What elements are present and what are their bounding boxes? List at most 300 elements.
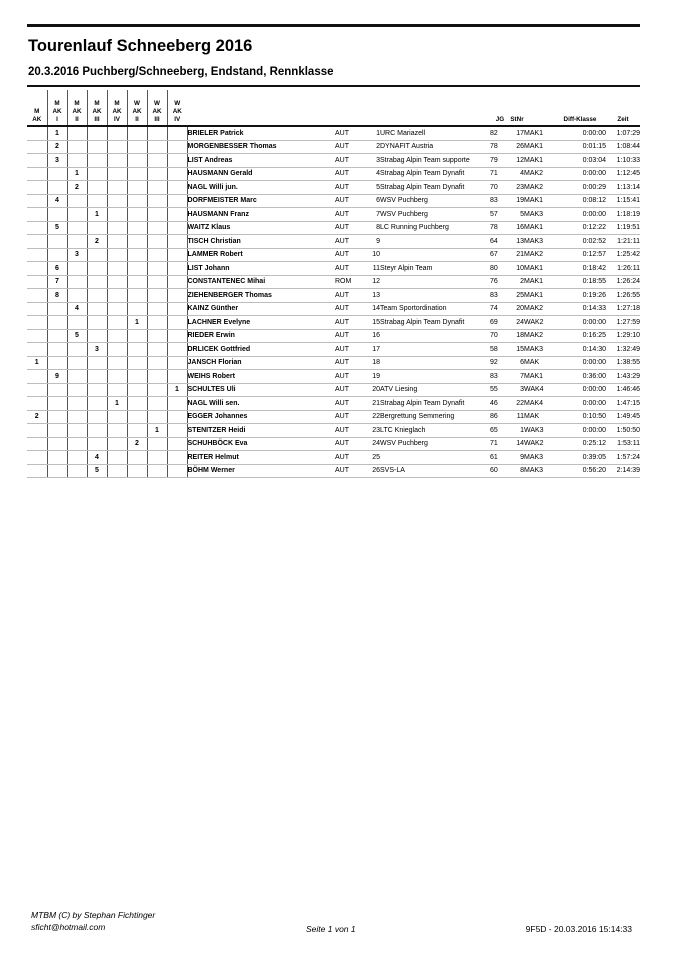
class-cell: MAK1: [524, 289, 554, 303]
category-rank-cell: 4: [47, 194, 67, 208]
category-rank-cell: [27, 167, 47, 181]
category-rank-cell: [127, 181, 147, 195]
class-diff-cell: 0:00:29: [554, 181, 606, 195]
category-rank-cell: [27, 397, 47, 411]
class-diff-cell: 0:08:12: [554, 194, 606, 208]
club-cell: LTC Knieglach: [380, 424, 490, 438]
time-cell: 1:32:49: [606, 343, 640, 357]
category-rank-cell: [67, 370, 87, 384]
category-rank-cell: [107, 383, 127, 397]
category-rank-cell: [107, 437, 127, 451]
start-number-cell: 4: [361, 167, 380, 181]
bib-number-cell: 12: [510, 154, 524, 168]
start-number-cell: 5: [361, 181, 380, 195]
table-row: [27, 126, 640, 140]
category-rank-cell: [107, 316, 127, 330]
club-cell: Strabag Alpin Team supporte: [380, 154, 490, 168]
category-rank-cell: [147, 194, 167, 208]
category-rank-cell: [87, 302, 107, 316]
name-cell: LIST Andreas: [187, 154, 335, 168]
category-rank-cell: [147, 464, 167, 478]
birth-year-cell: 71: [490, 437, 510, 451]
results-table: [27, 90, 640, 478]
start-number-cell: 20: [361, 383, 380, 397]
class-diff-cell: 0:36:00: [554, 370, 606, 384]
page-title: Tourenlauf Schneeberg 2016: [28, 37, 253, 55]
time-cell: 1:53:11: [606, 437, 640, 451]
start-number-cell: 26: [361, 464, 380, 478]
category-rank-cell: [167, 275, 187, 289]
table-row: [27, 194, 640, 208]
category-rank-cell: [47, 424, 67, 438]
name-cell: STENITZER Heidi: [187, 424, 335, 438]
name-cell: BRIELER Patrick: [187, 126, 335, 140]
category-rank-cell: 1: [67, 167, 87, 181]
table-row: [27, 302, 640, 316]
category-rank-cell: [147, 208, 167, 222]
category-rank-cell: [87, 275, 107, 289]
category-rank-cell: [147, 302, 167, 316]
club-cell: Team Sportordination: [380, 302, 490, 316]
bib-number-cell: 17: [510, 126, 524, 140]
category-rank-cell: 8: [47, 289, 67, 303]
category-rank-cell: [167, 262, 187, 276]
bib-number-cell: 4: [510, 167, 524, 181]
category-rank-cell: [87, 383, 107, 397]
class-cell: MAK2: [524, 181, 554, 195]
class-cell: MAK1: [524, 154, 554, 168]
header-category-line: M: [94, 100, 100, 107]
category-rank-cell: [147, 316, 167, 330]
nation-cell: AUT: [335, 194, 361, 208]
category-rank-cell: [167, 289, 187, 303]
category-rank-cell: [27, 208, 47, 222]
birth-year-cell: 76: [490, 275, 510, 289]
time-cell: 1:27:59: [606, 316, 640, 330]
table-row: [27, 397, 640, 411]
category-rank-cell: [87, 248, 107, 262]
class-diff-cell: 0:16:25: [554, 329, 606, 343]
name-cell: LACHNER Evelyne: [187, 316, 335, 330]
category-rank-cell: [67, 464, 87, 478]
table-row: [27, 356, 640, 370]
footer-credit-line2: sficht@hotmail.com: [31, 922, 106, 932]
category-rank-cell: [127, 248, 147, 262]
birth-year-cell: 69: [490, 316, 510, 330]
category-rank-cell: [107, 262, 127, 276]
category-rank-cell: [167, 397, 187, 411]
nation-cell: AUT: [335, 262, 361, 276]
subtitle-rule: [27, 85, 640, 87]
category-rank-cell: 3: [87, 343, 107, 357]
category-rank-cell: [27, 181, 47, 195]
header-category-line: AK: [132, 108, 142, 115]
table-row: [27, 343, 640, 357]
category-rank-cell: 1: [107, 397, 127, 411]
start-number-cell: 2: [361, 140, 380, 154]
time-cell: 1:13:14: [606, 181, 640, 195]
category-rank-cell: [67, 289, 87, 303]
header-category-line: IV: [114, 116, 120, 123]
category-rank-cell: [107, 154, 127, 168]
bib-number-cell: 26: [510, 140, 524, 154]
category-rank-cell: 2: [127, 437, 147, 451]
table-row: [27, 370, 640, 384]
club-cell: LC Running Puchberg: [380, 221, 490, 235]
header-category-3: [87, 90, 107, 126]
category-rank-cell: 1: [147, 424, 167, 438]
category-rank-cell: [107, 356, 127, 370]
category-rank-cell: [47, 235, 67, 249]
category-rank-cell: [67, 383, 87, 397]
category-rank-cell: [47, 181, 67, 195]
category-rank-cell: [147, 289, 167, 303]
category-rank-cell: 1: [47, 126, 67, 140]
table-row: [27, 289, 640, 303]
category-rank-cell: [107, 208, 127, 222]
header-category-line: AK: [92, 108, 102, 115]
birth-year-cell: 64: [490, 235, 510, 249]
category-rank-cell: [147, 140, 167, 154]
header-category-line: M: [114, 100, 120, 107]
start-number-cell: 22: [361, 410, 380, 424]
nation-cell: AUT: [335, 289, 361, 303]
footer-credit-line1: MTBM (C) by Stephan Fichtinger: [31, 910, 156, 920]
club-cell: [380, 248, 490, 262]
header-category-line: W: [174, 100, 181, 107]
start-number-cell: 17: [361, 343, 380, 357]
category-rank-cell: [107, 126, 127, 140]
header-category-line: AK: [72, 108, 82, 115]
page-subtitle: 20.3.2016 Puchberg/Schneeberg, Endstand, Rennklasse: [28, 66, 334, 78]
birth-year-cell: 60: [490, 464, 510, 478]
category-rank-cell: [87, 221, 107, 235]
category-rank-cell: [167, 167, 187, 181]
table-row: [27, 275, 640, 289]
category-rank-cell: [27, 262, 47, 276]
nation-cell: AUT: [335, 208, 361, 222]
class-cell: MAK3: [524, 343, 554, 357]
time-cell: 1:19:51: [606, 221, 640, 235]
time-cell: 1:08:44: [606, 140, 640, 154]
start-number-cell: 16: [361, 329, 380, 343]
category-rank-cell: [27, 248, 47, 262]
class-cell: MAK3: [524, 451, 554, 465]
category-rank-cell: [127, 329, 147, 343]
club-cell: Strabag Alpin Team Dynafit: [380, 181, 490, 195]
class-diff-cell: 0:02:52: [554, 235, 606, 249]
category-rank-cell: [107, 235, 127, 249]
category-rank-cell: 2: [67, 181, 87, 195]
table-row: [27, 154, 640, 168]
category-rank-cell: [147, 451, 167, 465]
start-number-cell: 11: [361, 262, 380, 276]
category-rank-cell: [47, 248, 67, 262]
start-number-cell: 25: [361, 451, 380, 465]
class-diff-cell: 0:00:00: [554, 167, 606, 181]
category-rank-cell: [67, 275, 87, 289]
nation-cell: AUT: [335, 464, 361, 478]
class-cell: MAK1: [524, 275, 554, 289]
category-rank-cell: [107, 302, 127, 316]
category-rank-cell: [87, 289, 107, 303]
category-rank-cell: [167, 451, 187, 465]
header-row: [27, 90, 640, 126]
table-row: [27, 221, 640, 235]
category-rank-cell: [147, 154, 167, 168]
category-rank-cell: [47, 397, 67, 411]
category-rank-cell: [47, 208, 67, 222]
table-row: [27, 329, 640, 343]
category-rank-cell: [87, 397, 107, 411]
category-rank-cell: [67, 221, 87, 235]
start-number-cell: 18: [361, 356, 380, 370]
category-rank-cell: [107, 275, 127, 289]
time-cell: 1:21:11: [606, 235, 640, 249]
category-rank-cell: [87, 262, 107, 276]
class-diff-cell: 0:39:05: [554, 451, 606, 465]
bib-number-cell: 2: [510, 275, 524, 289]
time-cell: 1:43:29: [606, 370, 640, 384]
birth-year-cell: 70: [490, 329, 510, 343]
category-rank-cell: [67, 235, 87, 249]
birth-year-cell: 92: [490, 356, 510, 370]
header-category-1: [47, 90, 67, 126]
name-cell: LIST Johann: [187, 262, 335, 276]
class-cell: WAK2: [524, 437, 554, 451]
class-cell: MAK: [524, 356, 554, 370]
category-rank-cell: [27, 221, 47, 235]
class-cell: MAK2: [524, 167, 554, 181]
bib-number-cell: 25: [510, 289, 524, 303]
category-rank-cell: [87, 181, 107, 195]
table-row: [27, 424, 640, 438]
class-cell: MAK1: [524, 221, 554, 235]
nation-cell: AUT: [335, 316, 361, 330]
category-rank-cell: [147, 370, 167, 384]
birth-year-cell: 58: [490, 343, 510, 357]
category-rank-cell: [87, 154, 107, 168]
bib-number-cell: 18: [510, 329, 524, 343]
category-rank-cell: [27, 451, 47, 465]
class-diff-cell: 0:00:00: [554, 397, 606, 411]
table-row: [27, 383, 640, 397]
club-cell: WSV Puchberg: [380, 437, 490, 451]
category-rank-cell: [27, 424, 47, 438]
name-cell: EGGER Johannes: [187, 410, 335, 424]
birth-year-cell: 67: [490, 248, 510, 262]
header-diff: Diff-Klasse: [563, 116, 597, 123]
header-category-line: W: [134, 100, 140, 107]
birth-year-cell: 70: [490, 181, 510, 195]
club-cell: [380, 356, 490, 370]
header-category-5: [127, 90, 147, 126]
time-cell: 1:50:50: [606, 424, 640, 438]
class-cell: MAK2: [524, 329, 554, 343]
class-cell: MAK: [524, 410, 554, 424]
table-row: [27, 451, 640, 465]
club-cell: Strabag Alpin Team Dynafit: [380, 316, 490, 330]
bib-number-cell: 10: [510, 262, 524, 276]
category-rank-cell: [167, 329, 187, 343]
category-rank-cell: 3: [47, 154, 67, 168]
nation-cell: AUT: [335, 302, 361, 316]
class-diff-cell: 0:00:00: [554, 208, 606, 222]
birth-year-cell: 82: [490, 126, 510, 140]
bib-number-cell: 3: [510, 383, 524, 397]
category-rank-cell: 2: [87, 235, 107, 249]
birth-year-cell: 78: [490, 140, 510, 154]
name-cell: NAGL Willi jun.: [187, 181, 335, 195]
category-rank-cell: [107, 167, 127, 181]
time-cell: 1:15:41: [606, 194, 640, 208]
club-cell: ATV Liesing: [380, 383, 490, 397]
birth-year-cell: 57: [490, 208, 510, 222]
category-rank-cell: 2: [27, 410, 47, 424]
category-rank-cell: [107, 343, 127, 357]
category-rank-cell: [167, 343, 187, 357]
category-rank-cell: [167, 410, 187, 424]
nation-cell: AUT: [335, 235, 361, 249]
club-cell: [380, 329, 490, 343]
header-startnr: [361, 90, 380, 126]
nation-cell: AUT: [335, 181, 361, 195]
category-rank-cell: [167, 356, 187, 370]
class-cell: MAK3: [524, 208, 554, 222]
header-category-line: W: [154, 100, 160, 107]
category-rank-cell: [27, 329, 47, 343]
time-cell: 1:27:18: [606, 302, 640, 316]
bib-number-cell: 24: [510, 316, 524, 330]
category-rank-cell: [67, 262, 87, 276]
header-klasse: [524, 90, 554, 126]
header-category-line: AK: [52, 108, 62, 115]
time-cell: 1:47:15: [606, 397, 640, 411]
category-rank-cell: [47, 410, 67, 424]
category-rank-cell: [67, 397, 87, 411]
category-rank-cell: 5: [47, 221, 67, 235]
category-rank-cell: [67, 316, 87, 330]
birth-year-cell: 61: [490, 451, 510, 465]
header-category-0: [27, 90, 47, 126]
table-row: [27, 208, 640, 222]
category-rank-cell: [147, 167, 167, 181]
birth-year-cell: 83: [490, 289, 510, 303]
header-category-line: IV: [174, 116, 181, 123]
time-cell: 1:26:24: [606, 275, 640, 289]
category-rank-cell: [87, 167, 107, 181]
time-cell: 1:57:24: [606, 451, 640, 465]
name-cell: NAGL Willi sen.: [187, 397, 335, 411]
category-rank-cell: [127, 235, 147, 249]
class-diff-cell: 0:12:57: [554, 248, 606, 262]
bib-number-cell: 9: [510, 451, 524, 465]
category-rank-cell: [107, 410, 127, 424]
name-cell: ZIEHENBERGER Thomas: [187, 289, 335, 303]
header-category-line: II: [75, 116, 79, 123]
nation-cell: AUT: [335, 356, 361, 370]
club-cell: SVS-LA: [380, 464, 490, 478]
name-cell: JANSCH Florian: [187, 356, 335, 370]
category-rank-cell: [127, 424, 147, 438]
top-rule: [27, 24, 640, 27]
time-cell: 1:07:29: [606, 126, 640, 140]
category-rank-cell: [27, 302, 47, 316]
bib-number-cell: 19: [510, 194, 524, 208]
time-cell: 1:26:11: [606, 262, 640, 276]
category-rank-cell: [107, 424, 127, 438]
category-rank-cell: [27, 154, 47, 168]
club-cell: Steyr Alpin Team: [380, 262, 490, 276]
category-rank-cell: 7: [47, 275, 67, 289]
category-rank-cell: [167, 181, 187, 195]
header-category-7: [167, 90, 187, 126]
bib-number-cell: 7: [510, 370, 524, 384]
category-rank-cell: [107, 370, 127, 384]
header-category-line: AK: [112, 108, 122, 115]
name-cell: HAUSMANN Gerald: [187, 167, 335, 181]
category-rank-cell: [27, 383, 47, 397]
bib-number-cell: 22: [510, 397, 524, 411]
category-rank-cell: [167, 248, 187, 262]
start-number-cell: 23: [361, 424, 380, 438]
club-cell: [380, 275, 490, 289]
name-cell: CONSTANTENEC Mihai: [187, 275, 335, 289]
nation-cell: AUT: [335, 451, 361, 465]
category-rank-cell: [147, 329, 167, 343]
category-rank-cell: 6: [47, 262, 67, 276]
category-rank-cell: [147, 126, 167, 140]
bib-number-cell: 6: [510, 356, 524, 370]
class-cell: MAK1: [524, 140, 554, 154]
header-category-line: AK: [32, 116, 42, 123]
time-cell: 1:18:19: [606, 208, 640, 222]
club-cell: WSV Puchberg: [380, 194, 490, 208]
name-cell: RIEDER Erwin: [187, 329, 335, 343]
nation-cell: AUT: [335, 437, 361, 451]
class-cell: MAK3: [524, 464, 554, 478]
category-rank-cell: [27, 343, 47, 357]
category-rank-cell: [127, 167, 147, 181]
nation-cell: AUT: [335, 424, 361, 438]
category-rank-cell: [167, 140, 187, 154]
category-rank-cell: [47, 451, 67, 465]
category-rank-cell: [87, 194, 107, 208]
name-cell: DRLICEK Gottfried: [187, 343, 335, 357]
class-diff-cell: 0:14:30: [554, 343, 606, 357]
category-rank-cell: [147, 262, 167, 276]
table-row: [27, 167, 640, 181]
category-rank-cell: [167, 235, 187, 249]
category-rank-cell: [47, 329, 67, 343]
category-rank-cell: [127, 221, 147, 235]
start-number-cell: 24: [361, 437, 380, 451]
category-rank-cell: [127, 275, 147, 289]
category-rank-cell: [147, 221, 167, 235]
club-cell: URC Mariazell: [380, 126, 490, 140]
birth-year-cell: 80: [490, 262, 510, 276]
bib-number-cell: 5: [510, 208, 524, 222]
time-cell: 1:25:42: [606, 248, 640, 262]
name-cell: WEIHS Robert: [187, 370, 335, 384]
category-rank-cell: [107, 451, 127, 465]
category-rank-cell: [27, 140, 47, 154]
category-rank-cell: [127, 126, 147, 140]
start-number-cell: 21: [361, 397, 380, 411]
category-rank-cell: [87, 140, 107, 154]
birth-year-cell: 78: [490, 221, 510, 235]
category-rank-cell: [127, 208, 147, 222]
